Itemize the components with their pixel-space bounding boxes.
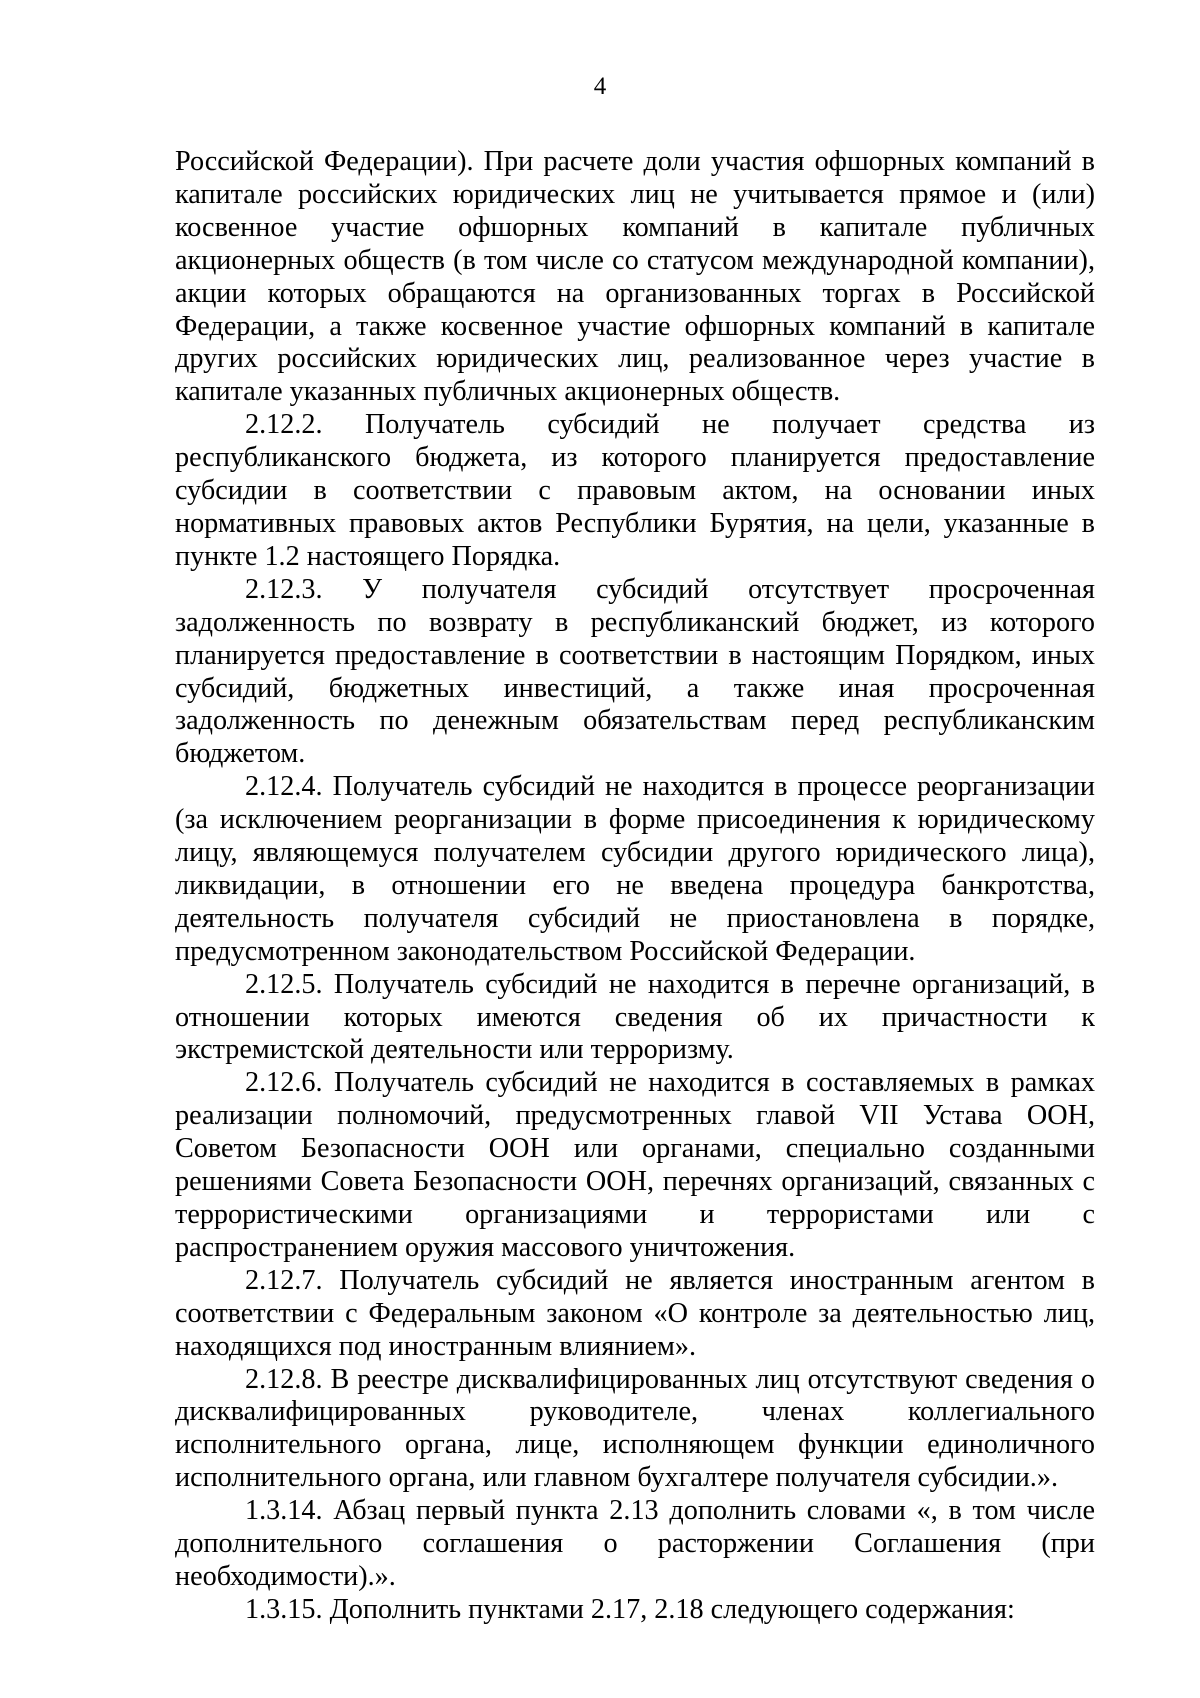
paragraph-continuation: Российской Федерации). При расчете доли участия офшорных компаний в капитале российских юридических лиц не учитывается прямое и (или) косвенное участие офшорных компаний в капитале публичных акционерных обществ (в том числе со статусом международной компании), акции которых обращаются на организованных торгах в Российской Федерации, а также косвенное участие офшорных компаний в капитале других российских юридических лиц, реализованное через участие в капитале указанных публичных акционерных обществ.	[175, 146, 1095, 408]
paragraph-2-12-4: 2.12.4. Получатель субсидий не находится в процессе реорганизации (за исключением реорганизации в форме присоединения к юридическому лицу, являющемуся получателем субсидии другого юридического лица), ликвидации, в отношении его не введена процедура банкротства, деятельность получателя субсидий не приостановлена в порядке, предусмотренном законодательством Российской Федерации.	[175, 771, 1095, 967]
paragraph-2-12-3: 2.12.3. У получателя субсидий отсутствует просроченная задолженность по возврату в республиканский бюджет, из которого планируется предоставление в соответствии в настоящим Порядком, иных субсидий, бюджетных инвестиций, а также иная просроченная задолженность по денежным обязательствам перед республиканским бюджетом.	[175, 573, 1095, 770]
paragraph-1-3-15: 1.3.15. Дополнить пунктами 2.17, 2.18 следующего содержания:	[245, 1593, 1015, 1625]
page-number: 4	[593, 73, 607, 100]
document-body	[175, 146, 1095, 1627]
paragraph-2-12-7: 2.12.7. Получатель субсидий не является иностранным агентом в соответствии с Федеральным законом «О контроле за деятельностью лиц, находящихся под иностранным влиянием».	[175, 1264, 1095, 1362]
paragraph-2-12-6: 2.12.6. Получатель субсидий не находится в составляемых в рамках реализации полномочий, предусмотренных главой VII Устава ООН, Советом Безопасности ООН или органами, специально созданными решениями Совета Безопасности ООН, перечнях организаций, связанных с террористическими организациями и террористами или с распространением оружия массового уничтожения.	[175, 1067, 1095, 1263]
paragraph-2-12-2: 2.12.2. Получатель субсидий не получает средства из республиканского бюджета, из которого планируется предоставление субсидии в соответствии с правовым актом, на основании иных нормативных правовых актов Республики Бурятия, на цели, указанные в пункте 1.2 настоящего Порядка.	[175, 409, 1095, 572]
paragraph-1-3-14: 1.3.14. Абзац первый пункта 2.13 дополнить словами «, в том числе дополнительного соглашения о расторжении Соглашения (при необходимости).».	[175, 1495, 1095, 1592]
paragraph-2-12-8: 2.12.8. В реестре дисквалифицированных лиц отсутствуют сведения о дисквалифицированных руководителе, членах коллегиального исполнительного органа, лице, исполняющем функции единоличного исполнительного органа, или главном бухгалтере получателя субсидии.».	[175, 1363, 1095, 1494]
paragraph-2-12-5: 2.12.5. Получатель субсидий не находится в перечне организаций, в отношении которых имеются сведения об их причастности к экстремистской деятельности или терроризму.	[175, 968, 1095, 1066]
